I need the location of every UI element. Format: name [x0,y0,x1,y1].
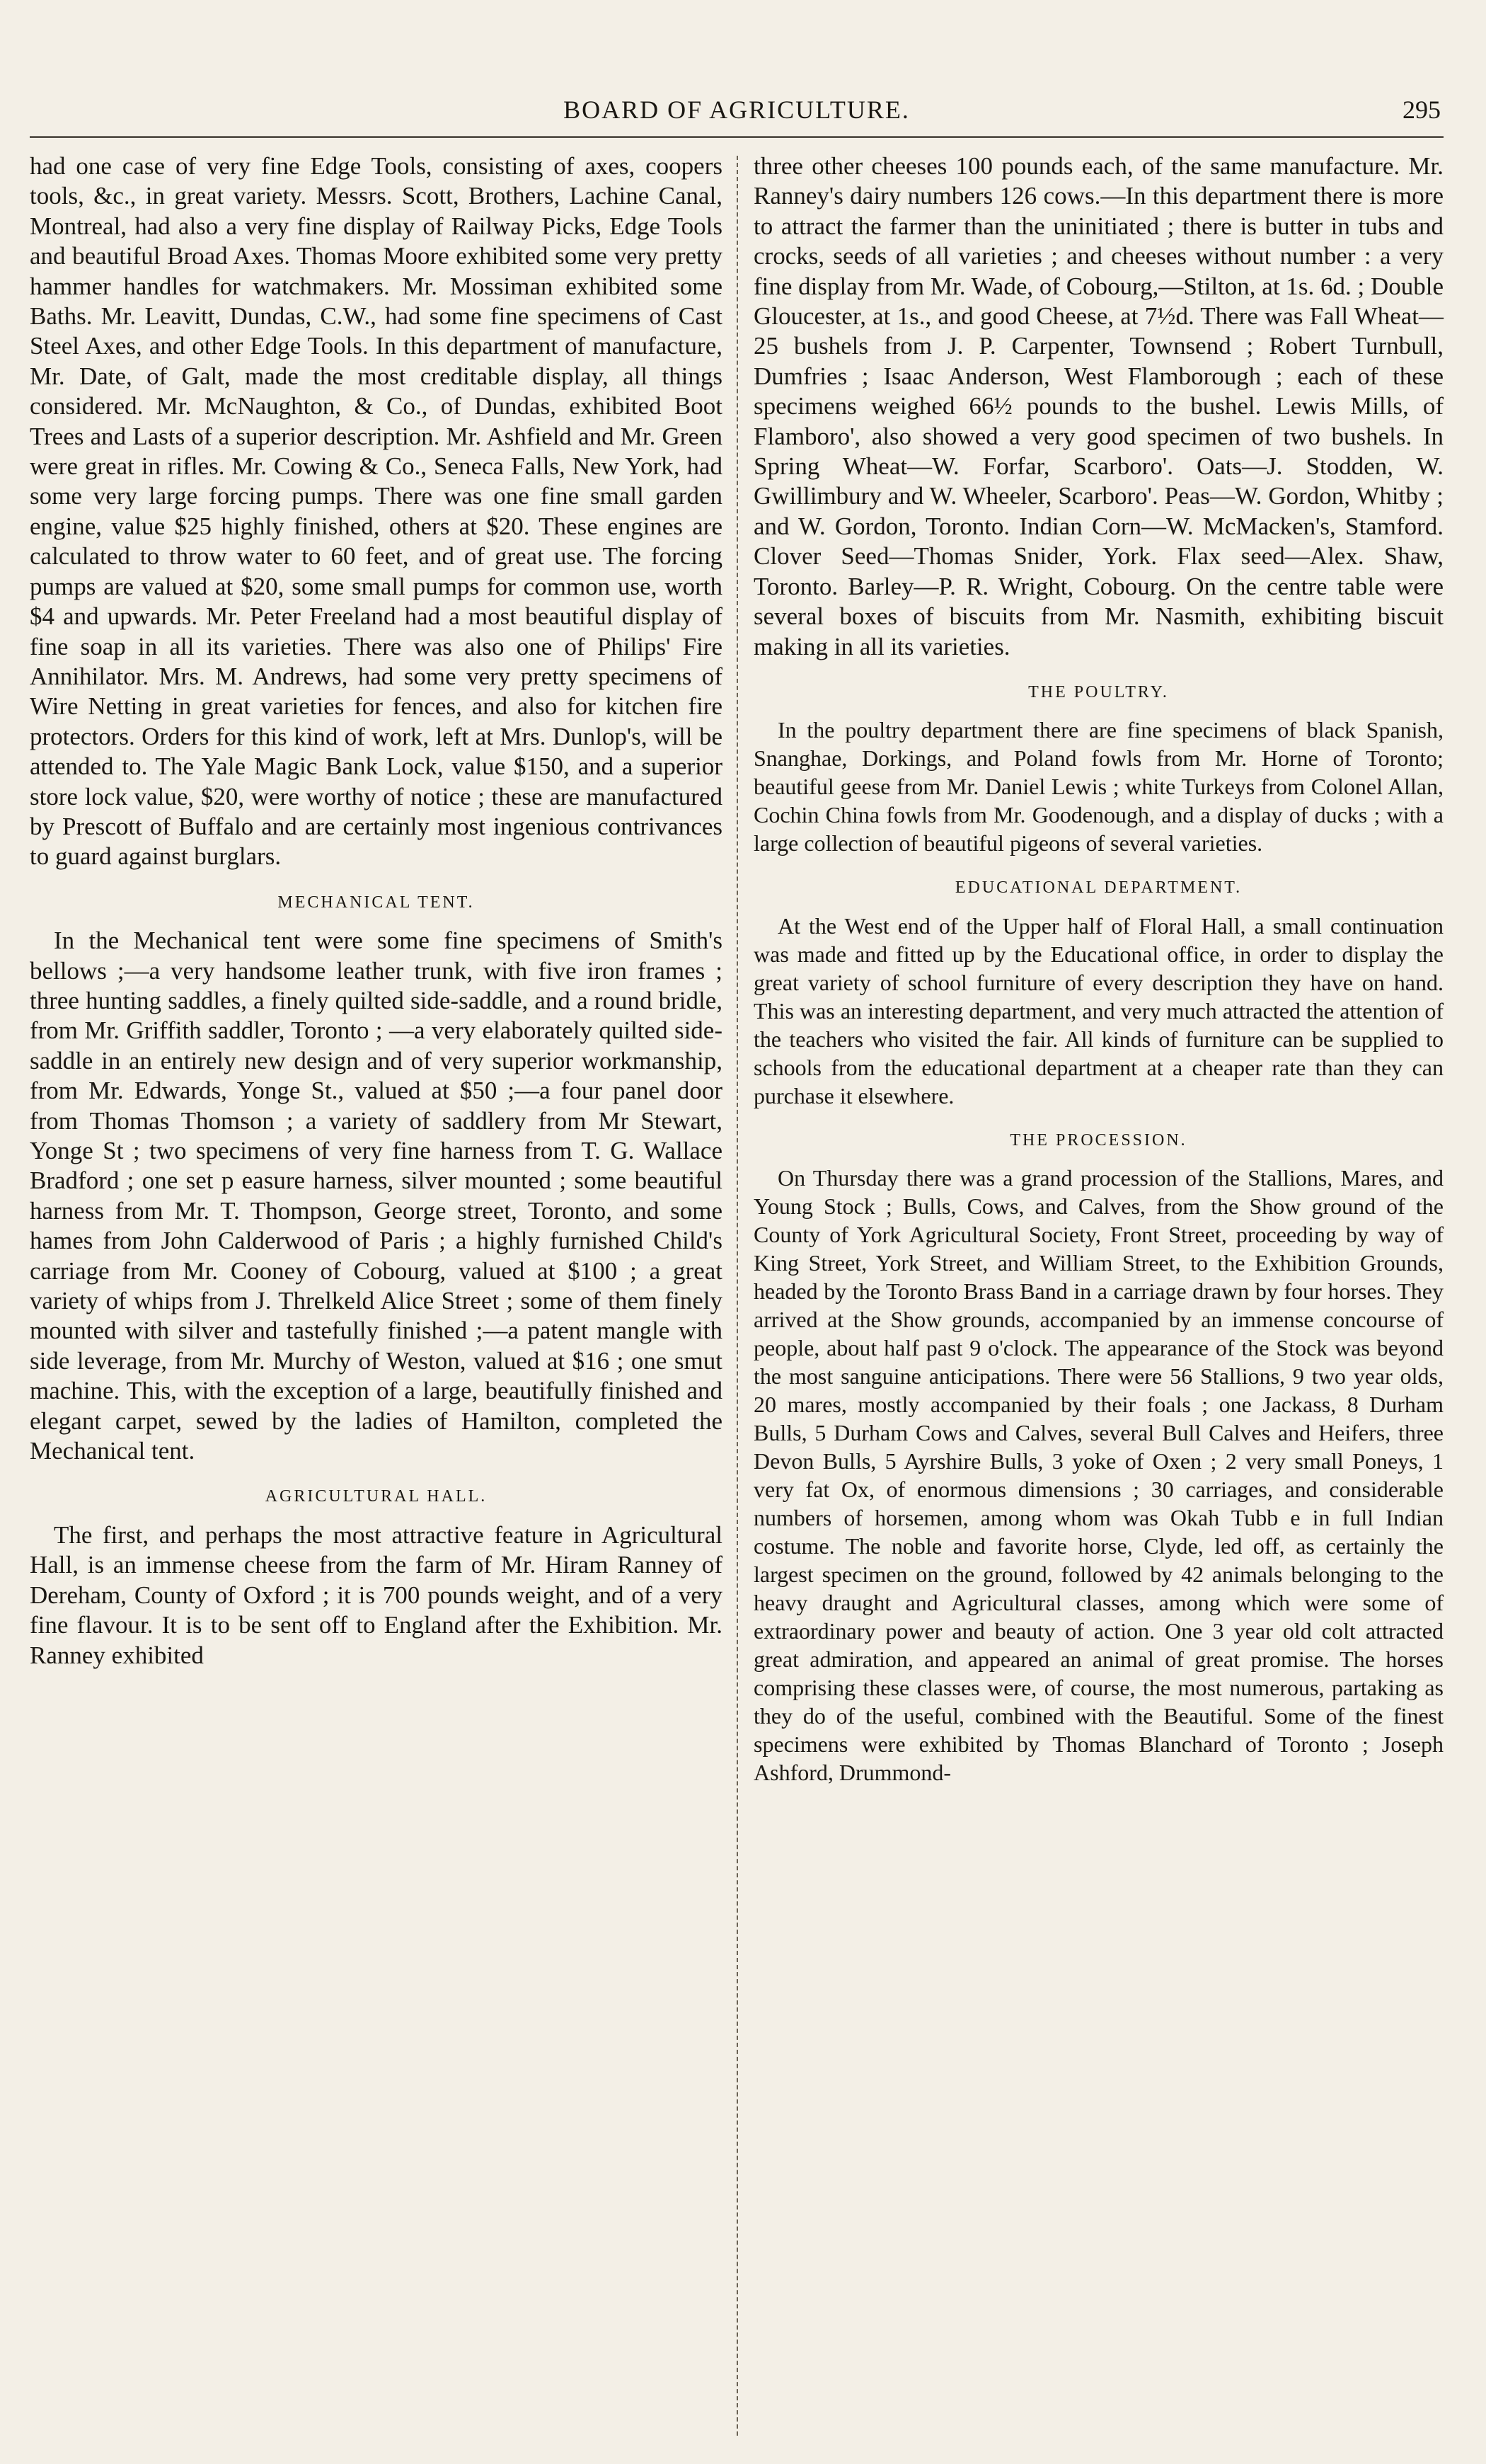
section-heading-poultry: THE POULTRY. [1028,682,1169,701]
left-paragraph-2: In the Mechanical tent were some fine specimens of Smith's bellows ;—a very handsome leather trunk, with five iron frames ; three hunting saddles, a finely quilted side-saddle, and a round bridle, from Mr. Griffith saddler, Toronto ; —a very elaborately quilted side-saddle in an entirely new design and of very superior workmanship, from Mr. Edwards, Yonge St., valued at $50 ;—a four panel door from Thomas Thomson ; a variety of saddlery from Mr Stewart, Yonge St ; two specimens of very fine harness from T. G. Wallace Bradford ; one set p easure harness, silver mounted ; some beautiful harness from Mr. T. Thompson, George street, Toronto, and some hames from John Calderwood of Paris ; a highly furnished Child's carriage from Mr. Cooney of Cobourg, valued at $100 ; a great variety of whips from J. Threlkeld Alice Street ; some of them finely mounted with silver and tastefully finished ;—a patent mangle with side leverage, from Mr. Murchy of Weston, valued at $16 ; one smut machine. This, with the exception of a large, beautifully finished and elegant carpet, sewed by the ladies of Hamilton, completed the Mechanical tent. [30,927,722,1465]
left-paragraph-1: had one case of very fine Edge Tools, consisting of axes, coopers tools, &c., in great variety. Messrs. Scott, Brothers, Lachine Canal, Montreal, had also a very fine display of Railway Picks, Edge Tools and beautiful Broad Axes. Thomas Moore exhibited some very pretty hammer handles for watchmakers. Mr. Mossiman exhibited some Baths. Mr. Leavitt, Dundas, C.W., had some fine specimens of Cast Steel Axes, and other Edge Tools. In this department of manufacture, Mr. Date, of Galt, made the most creditable display, all things considered. Mr. McNaughton, & Co., of Dundas, exhibited Boot Trees and Lasts of a superior description. Mr. Ashfield and Mr. Green were great in rifles. Mr. Cowing & Co., Seneca Falls, New York, had some very large forcing pumps. There was one fine small garden engine, value $25 highly finished, others at $20. These engines are calculated to throw water to 60 feet, and of great use. The forcing pumps are valued at $20, some small pumps for common use, worth $4 and upwards. Mr. Peter Freeland had a most beautiful display of fine soap in all its varieties. There was also one of Philips' Fire Annihilator. Mrs. M. Andrews, had some very pretty specimens of Wire Netting in great varieties for fences, and also for kitchen fire protectors. Orders for this kind of work, left at Mrs. Dunlop's, will be attended to. The Yale Magic Bank Lock, value $150, and a superior store lock value, $20, were worthy of notice ; these are manufactured by Prescott of Buffalo and are certainly most ingenious contrivances to guard against burglars. [30,152,722,871]
right-column [738,151,1444,2436]
right-paragraph-2: In the poultry department there are fine specimens of black Spanish, Snanghae, Dorkings, and Poland fowls from Mr. Horne of Toronto; beautiful geese from Mr. Daniel Lewis ; white Turkeys from Colonel Allan, Cochin China fowls from Mr. Goodenough, and a display of ducks ; with a large collection of beautiful pigeons of several varieties. [754,717,1444,856]
section-heading-agricultural-hall: AGRICULTURAL HALL. [265,1487,488,1506]
page-number: 295 [1403,96,1441,124]
left-column [30,151,737,2436]
running-head [30,95,1444,129]
right-paragraph-3: At the West end of the Upper half of Floral Hall, a small continuation was made and fitted up by the Educational office, in order to display the great variety of school furniture of every description they have on hand. This was an interesting department, and very much attracted the attention of the teachers who visited the fair. All kinds of furniture can be supplied to schools from the educational department at a cheaper rate than they can purchase it elsewhere. [754,912,1444,1108]
right-paragraph-4: On Thursday there was a grand procession of the Stallions, Mares, and Young Stock ; Bulls, Cows, and Calves, from the Show ground of the County of York Agricultural Society, Front Street, proceeding by way of King Street, York Street, and William Street, to the Exhibition Grounds, headed by the Toronto Brass Band in a carriage drawn by four horses. They arrived at the Show grounds, accompanied by an immense concourse of people, about half past 9 o'clock. The appearance of the Stock was beyond the most sanguine anticipations. There were 56 Stallions, 9 two year olds, 20 mares, mostly accompanied by their foals ; one Jackass, 8 Durham Bulls, 5 Durham Cows and Calves, several Bull Calves and Heifers, three Devon Bulls, 5 Ayrshire Bulls, 3 yoke of Oxen ; 2 very small Poneys, 1 very fat Ox, of enormous dimensions ; 30 carriages, and considerable numbers of horsemen, among whom was Okah Tubb e in full Indian costume. The noble and favorite horse, Clyde, led off, as certainly the largest specimen on the ground, followed by 42 animals belonging to the heavy draught and Agricultural classes, among which were some of extraordinary power and beauty of action. One 3 year old colt attracted great admiration, and appeared an animal of great promise. The horses comprising these classes were, of course, the most numerous, partaking as they do of the useful, combined with the Beautiful. Some of the finest specimens were exhibited by Thomas Blanchard of Toronto ; Joseph Ashford, Drummond- [754,1165,1444,1786]
page-title: BOARD OF AGRICULTURE. [563,96,910,124]
section-heading-procession: THE PROCESSION. [1010,1130,1187,1150]
text-columns [30,151,1444,2436]
left-paragraph-3: The first, and perhaps the most attractive feature in Agricultural Hall, is an immense cheese from the farm of Mr. Hiram Ranney of Dereham, County of Oxford ; it is 700 pounds weight, and of a very fine flavour. It is to be sent off to England after the Exhibition. Mr. Ranney exhibited [30,1520,722,1669]
right-paragraph-1: three other cheeses 100 pounds each, of the same manufacture. Mr. Ranney's dairy numbers 126 cows.—In this department there is more to attract the farmer than the uninitiated ; there is butter in tubs and crocks, seeds of all varieties ; and cheeses without number : a very fine display from Mr. Wade, of Cobourg,—Stilton, at 1s. 6d. ; Double Gloucester, at 1s., and good Cheese, at 7½d. There was Fall Wheat—25 bushels from J. P. Carpenter, Townsend ; Robert Turnbull, Dumfries ; Isaac Anderson, West Flamborough ; each of these specimens weighed 66½ pounds to the bushel. Lewis Mills, of Flamboro', also showed a very good specimen of two bushels. In Spring Wheat—W. Forfar, Scarboro'. Oats—J. Stodden, W. Gwillimbury and W. Wheeler, Scarboro'. Peas—W. Gordon, Whitby ; and W. Gordon, Toronto. Indian Corn—W. McMacken's, Stamford. Clover Seed—Thomas Snider, York. Flax seed—Alex. Shaw, Toronto. Barley—P. R. Wright, Cobourg. On the centre table were several boxes of biscuits from Mr. Nasmith, exhibiting biscuit making in all its varieties. [754,152,1444,660]
section-heading-educational: EDUCATIONAL DEPARTMENT. [955,878,1243,898]
header-rule [30,136,1444,138]
section-heading-mechanical-tent: MECHANICAL TENT. [277,893,475,912]
